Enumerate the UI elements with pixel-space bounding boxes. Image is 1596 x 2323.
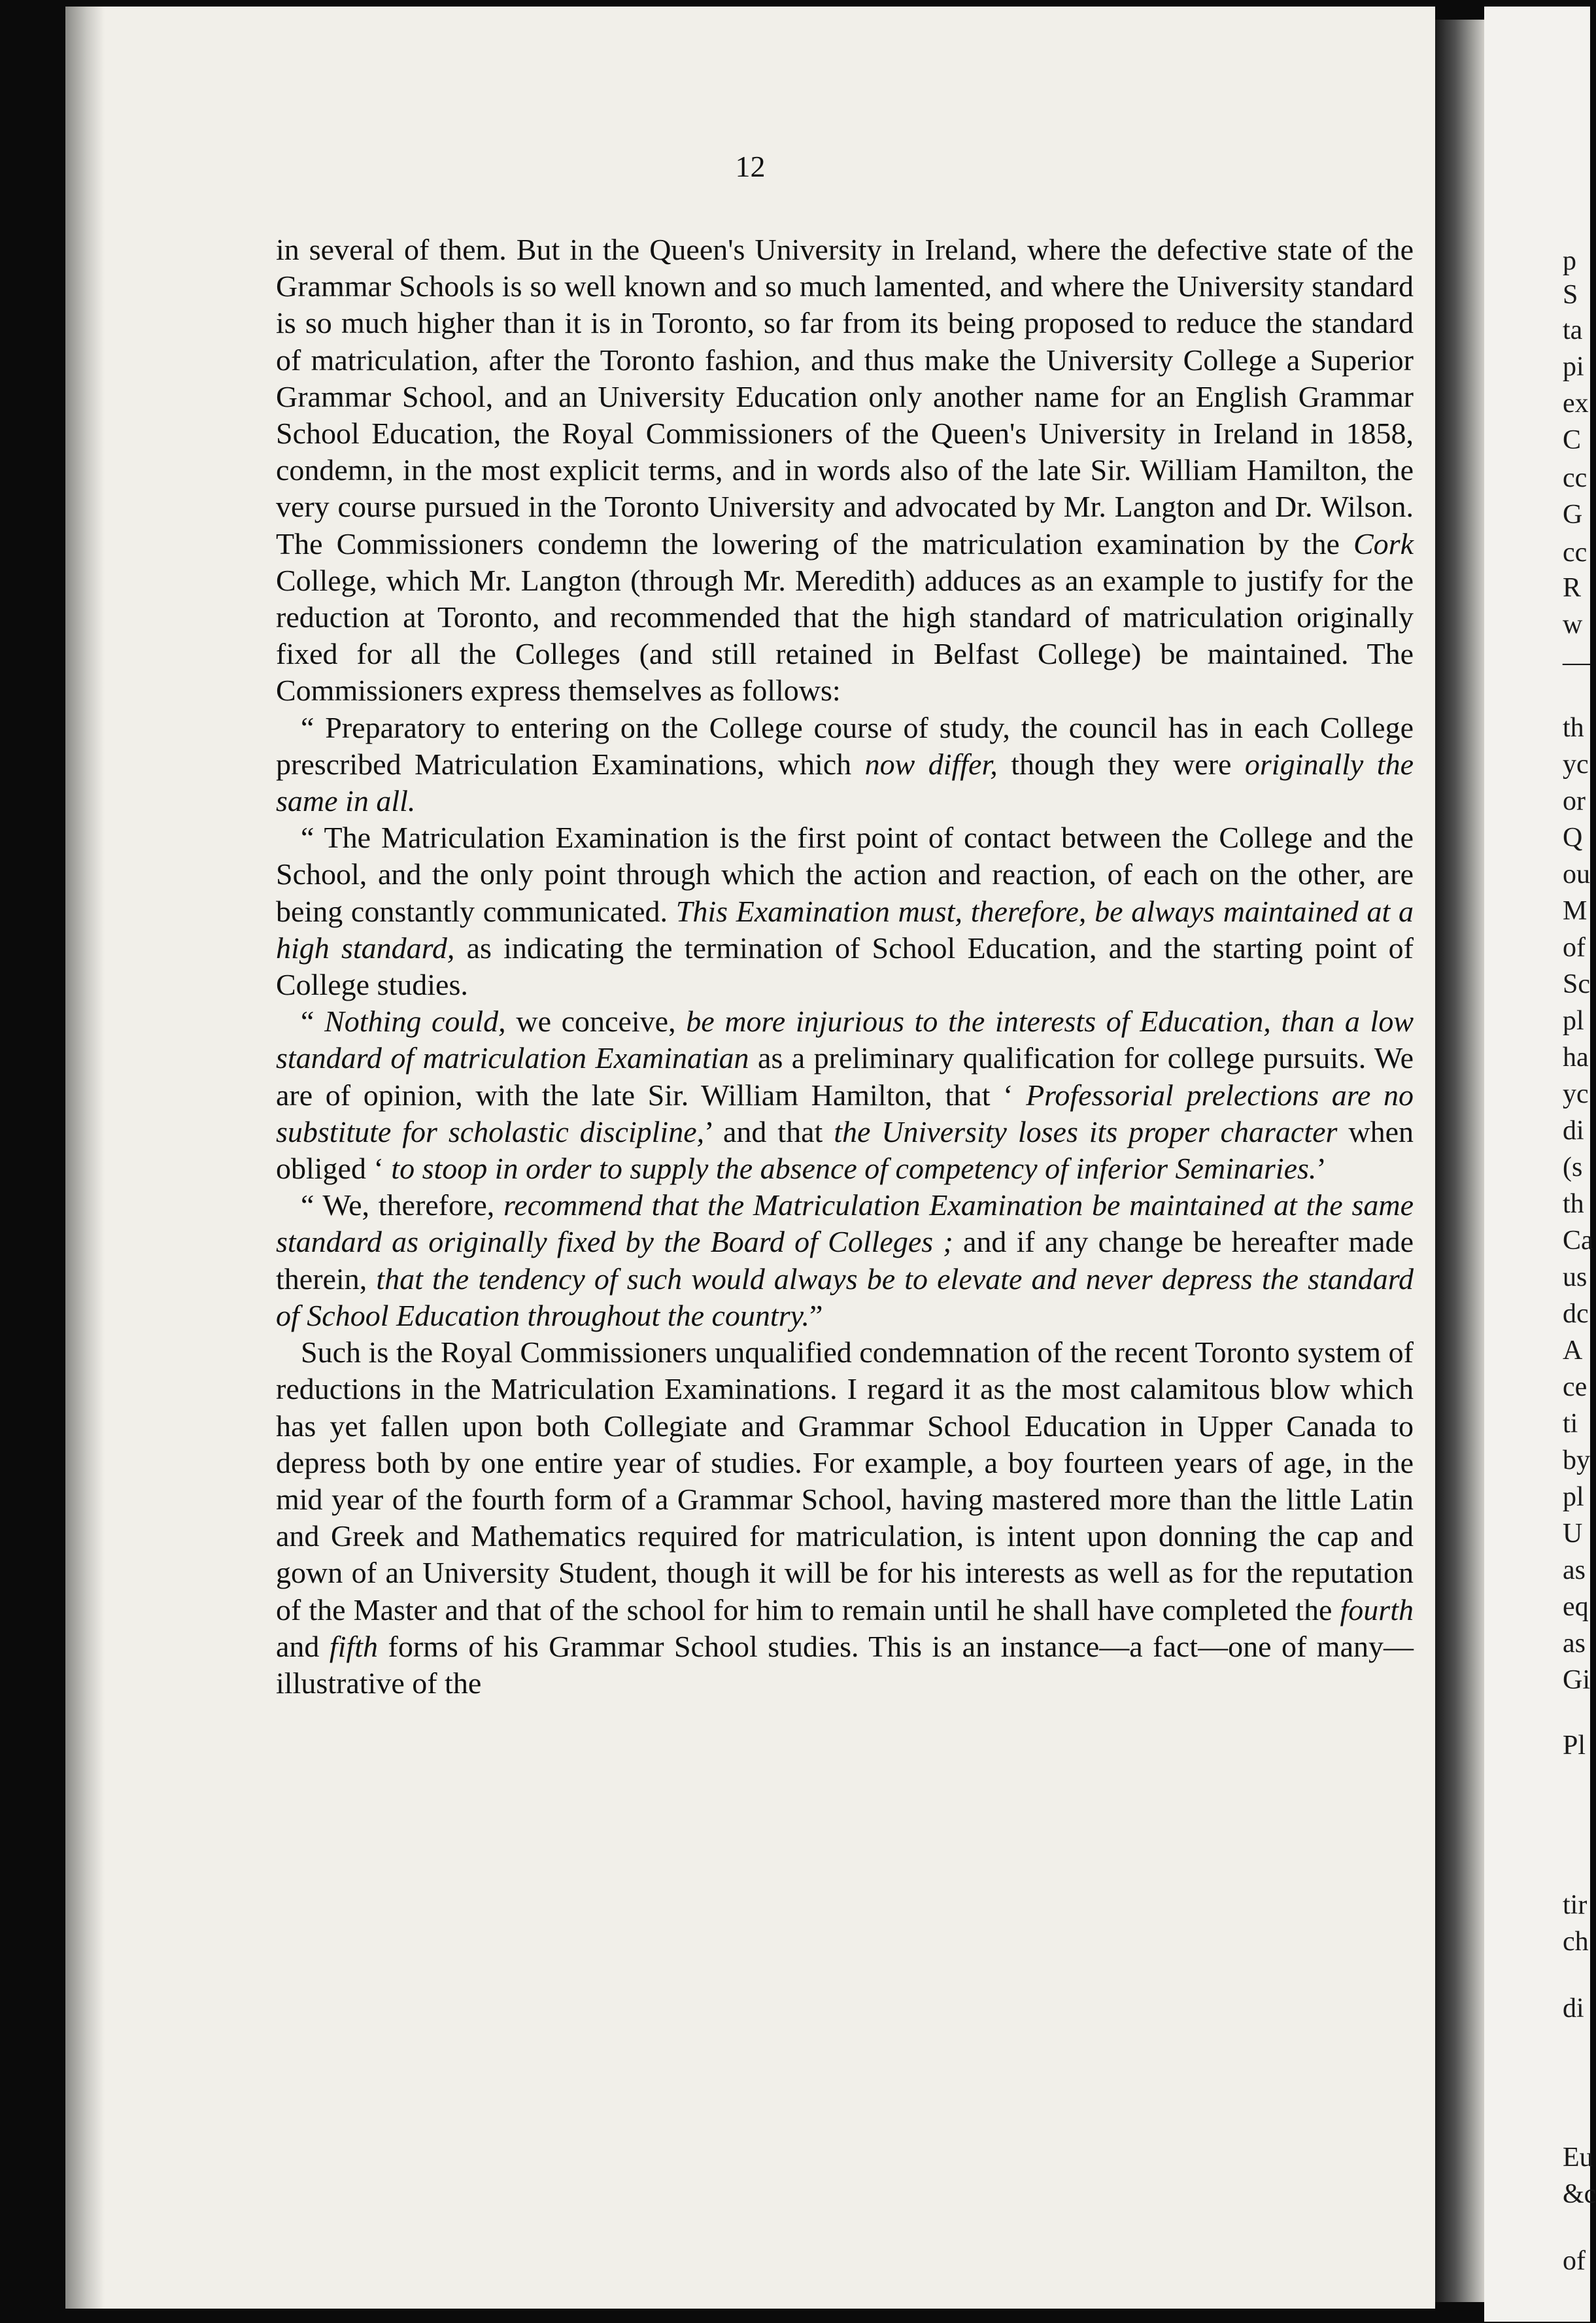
facing-page-fragment: (s xyxy=(1563,1152,1583,1182)
book-gutter-shadow xyxy=(1435,20,1484,2302)
facing-page-fragment: eq xyxy=(1563,1592,1589,1622)
text-run: “ We, therefore, xyxy=(301,1188,503,1222)
page-edge-shadow xyxy=(65,7,105,2309)
text-run: as a preliminary qualification for college pursuits. We are of opinion, with the late Sir. William Hamilton, that ‘ xyxy=(276,1041,1414,1112)
text-run: though they were xyxy=(997,747,1245,781)
paragraph xyxy=(276,232,1414,710)
facing-page-fragment: Q xyxy=(1563,823,1583,853)
italic-text: to stoop in order to supply the absence of competency of inferior Seminaries. xyxy=(391,1152,1317,1186)
facing-page-fragment: di xyxy=(1563,1993,1584,2023)
facing-page-fragment: p xyxy=(1563,246,1576,276)
facing-page-fragment: Sc xyxy=(1563,969,1590,999)
text-run: forms of his Grammar School studies. This is an instance—a fact—one of many—illustrative of the xyxy=(276,1629,1414,1700)
paragraph xyxy=(276,710,1414,820)
facing-page-fragment: as xyxy=(1563,1555,1586,1585)
facing-page-fragment: or xyxy=(1563,786,1586,816)
facing-page-fragment: ce xyxy=(1563,1372,1588,1402)
text-run: and xyxy=(276,1629,330,1663)
text-run: “ Preparatory to entering on the College course of study, the council has in each College prescribed Matriculation Examinations, which xyxy=(276,710,1414,781)
italic-text: that the tendency of such would always be to elevate and never depress the standard of School Education throughout the country. xyxy=(276,1262,1414,1332)
page-text-body xyxy=(276,232,1414,1702)
facing-page-fragment: &c xyxy=(1563,2179,1596,2209)
italic-text: fifth xyxy=(329,1629,379,1663)
italic-text: Nothing could, xyxy=(324,1005,506,1039)
facing-page-fragment: U xyxy=(1563,1519,1583,1549)
facing-page-fragment: ex xyxy=(1563,388,1589,419)
facing-page-fragment: Eu xyxy=(1563,2142,1593,2173)
facing-page-fragment: M xyxy=(1563,896,1588,926)
facing-page-fragment: yc xyxy=(1563,1079,1589,1109)
paragraph xyxy=(276,819,1414,1003)
facing-page-fragment: tir xyxy=(1563,1890,1588,1920)
facing-page-fragment: of xyxy=(1563,933,1586,963)
facing-page-fragment: Ca xyxy=(1563,1226,1593,1256)
book-page xyxy=(65,7,1435,2309)
facing-page-fragment: ou xyxy=(1563,859,1590,889)
text-run: ’ and that xyxy=(704,1114,834,1148)
facing-page-fragment: di xyxy=(1563,1116,1584,1146)
facing-page-fragment: of xyxy=(1563,2246,1586,2276)
text-run: Such is the Royal Commissioners unqualified condemnation of the recent Toronto system of reductions in the Matriculation Examinations. I regard it as the most calamitous blow which has yet fallen upon both Collegiate and Grammar School Education in Upper Canada to depress both by one entire year of studies. For example, a boy fourteen years of age, in the mid year of the fourth form of a Grammar School, having mastered more than the little Latin and Greek and Mathematics required for matriculation, is intent upon donning the cap and gown of an University Student, though it will be for his interests as well as for the reputation of the Master and that of the school for him to remain until he shall have completed the xyxy=(276,1335,1414,1626)
text-run: ’ xyxy=(1316,1152,1327,1186)
text-run: in several of them. But in the Queen's University in Ireland, where the defective state of the Grammar Schools is so well known and so much lamented, and where the University standard is so much higher than it is in Toronto, so far from its being proposed to reduce the standard of matriculation, after the Toronto fashion, and thus make the University College a Superior Grammar School, and an University Education only another name for an English Grammar School Education, the Royal Commissioners of the Queen's University in Ireland in 1858, condemn, in the most explicit terms, and in words also of the late Sir. William Hamilton, the very course pursued in the Toronto University and advocated by Mr. Langton and Dr. Wilson. The Commissioners condemn the lowering of the matriculation examination by the xyxy=(276,233,1414,560)
text-run: as indicating the termination of School Education, and the starting point of College studies. xyxy=(276,931,1414,1002)
facing-page-fragment: pl xyxy=(1563,1006,1584,1036)
italic-text: recommend that the Matriculation Examination be maintained at the same standard as originally fixed by the Board of Colleges ; xyxy=(276,1188,1414,1259)
facing-page-fragment: ti xyxy=(1563,1409,1578,1439)
facing-page-fragment: pl xyxy=(1563,1482,1584,1512)
italic-text: originally the same in all. xyxy=(276,747,1414,818)
facing-page-fragment: us xyxy=(1563,1262,1588,1292)
page-number: 12 xyxy=(735,150,766,183)
facing-page-fragment: ha xyxy=(1563,1042,1589,1073)
facing-page-fragment: cc xyxy=(1563,463,1588,493)
paragraph xyxy=(276,1187,1414,1334)
italic-text: Professorial prelections are no substitute for scholastic discipline, xyxy=(276,1078,1414,1148)
facing-page-fragment: w xyxy=(1563,610,1583,640)
text-run: “ The Matriculation Examination is the first point of contact between the College and the School, and the only point through which the action and reaction, of each on the other, are being constantly communicated. xyxy=(276,821,1414,928)
facing-page-fragment: as xyxy=(1563,1628,1586,1659)
facing-page-fragment: R xyxy=(1563,573,1582,603)
facing-page-fragment: ch xyxy=(1563,1927,1589,1957)
facing-page-fragment: C xyxy=(1563,425,1582,455)
italic-text: Cork xyxy=(1353,526,1414,560)
text-run: College, which Mr. Langton (through Mr. Meredith) adduces as an example to justify for the reduction at Toronto, and recommended that the high standard of matriculation originally fixed for all the Colleges (and still retained in Belfast College) be maintained. The Commissioners express themselves as follows: xyxy=(276,563,1414,708)
italic-text: This Examination must, therefore, be always maintained at a high standard, xyxy=(276,894,1414,965)
italic-text: now differ, xyxy=(864,747,998,781)
text-run: “ xyxy=(301,1005,325,1039)
facing-page-fragment: S xyxy=(1563,280,1578,310)
paragraph xyxy=(276,1334,1414,1702)
facing-page-fragment: dc xyxy=(1563,1299,1589,1329)
facing-page-fragment: th xyxy=(1563,713,1584,743)
facing-page-fragment: A xyxy=(1563,1335,1583,1366)
facing-page-fragment: yc xyxy=(1563,749,1589,780)
facing-page-fragment: by xyxy=(1563,1445,1590,1475)
facing-page-fragment: Gi xyxy=(1563,1665,1590,1695)
facing-page-fragment: th xyxy=(1563,1189,1584,1219)
facing-page-fragment: pi xyxy=(1563,352,1584,382)
facing-page-fragment: — xyxy=(1563,647,1590,678)
text-run: and if any change be hereafter made therein, xyxy=(276,1225,1414,1296)
facing-page-fragment: G xyxy=(1563,500,1583,530)
italic-text: fourth xyxy=(1340,1592,1414,1626)
italic-text: the University loses its proper character xyxy=(834,1114,1338,1148)
text-run: ” xyxy=(809,1298,823,1332)
facing-page-fragment: ta xyxy=(1563,315,1583,345)
text-run: we conceive, xyxy=(505,1005,687,1039)
paragraph xyxy=(276,1003,1414,1187)
facing-page-fragment: cc xyxy=(1563,538,1588,568)
italic-text: be more injurious to the interests of Education, than a low standard of matriculation Examinatian xyxy=(276,1005,1414,1075)
text-run: when obliged ‘ xyxy=(276,1114,1414,1186)
facing-page-edge xyxy=(1484,7,1596,2322)
facing-page-fragment: Pl xyxy=(1563,1730,1586,1761)
